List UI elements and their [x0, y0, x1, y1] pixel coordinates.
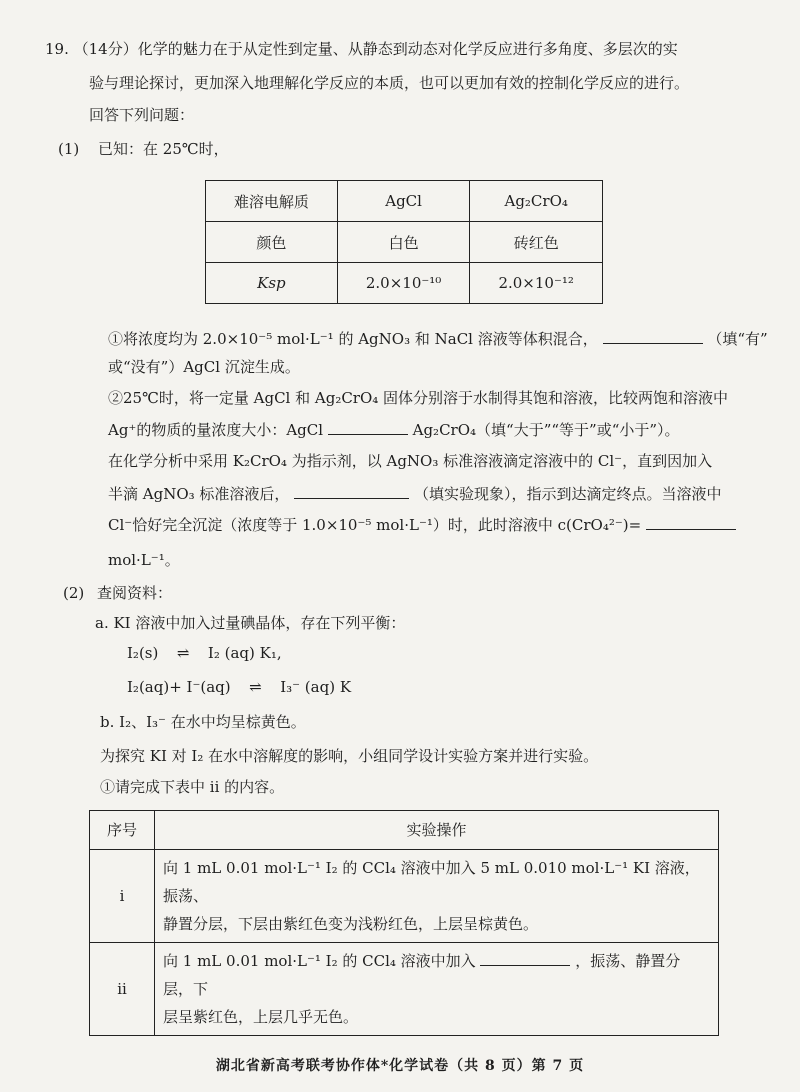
q2-text-b-post: Ag₂CrO₄（填“大于”“等于”或“小于”）。 — [412, 421, 680, 439]
answer-blank[interactable] — [328, 418, 408, 435]
part1-text: 已知：在 25℃时， — [98, 140, 229, 158]
equilibrium-2 — [127, 676, 351, 698]
question-intro-line-3: 回答下列问题： — [89, 106, 195, 124]
answer-blank[interactable] — [294, 482, 409, 499]
table-cell: 2.0×10⁻¹² — [470, 263, 603, 304]
row-i-line-2: 静置分层，下层由紫红色变为浅粉红色，上层呈棕黄色。 — [163, 915, 539, 933]
task-text: ①请完成下表中 ii 的内容。 — [100, 778, 285, 796]
table-cell: AgCl — [337, 181, 470, 222]
row-ii-line-2: 层呈紫红色，上层几乎无色。 — [163, 1008, 359, 1026]
row-ii-text-pre: 向 1 mL 0.01 mol·L⁻¹ I₂ 的 CCl₄ 溶液中加入 — [163, 952, 476, 970]
answer-blank[interactable] — [646, 513, 736, 530]
table-row — [90, 850, 719, 943]
question-intro-line-2: 验与理论探讨，更加深入地理解化学反应的本质，也可以更加有效的控制化学反应的进行。 — [89, 74, 690, 92]
equilibrium-1 — [127, 642, 282, 664]
q2-line-5 — [108, 513, 736, 536]
q1-text-b: （填“有” — [707, 330, 768, 348]
row-ii-text-post: ，振荡、静置分层，下 — [163, 952, 681, 998]
q1-line-1 — [108, 327, 768, 350]
experiment-table — [89, 810, 719, 1036]
part2-heading — [63, 582, 172, 604]
answer-blank[interactable] — [480, 949, 570, 966]
table-cell: i — [90, 850, 155, 943]
info-a: a. KI 溶液中加入过量碘晶体，存在下列平衡： — [95, 614, 406, 632]
table-row — [206, 263, 603, 304]
q2-line-2 — [108, 418, 680, 441]
q2-line-4 — [108, 482, 722, 505]
table-header-cell: 序号 — [90, 811, 155, 850]
equilibrium-2-right: I₃⁻ (aq) K — [280, 678, 352, 696]
q1-line-2: 或“没有”）AgCl 沉淀生成。 — [108, 358, 300, 376]
table-cell: ii — [90, 943, 155, 1036]
q2-text-e: Cl⁻恰好完全沉淀（浓度等于 1.0×10⁻⁵ mol·L⁻¹）时，此时溶液中 c(CrO₄²⁻)= — [108, 516, 642, 534]
table-cell: Ag₂CrO₄ — [470, 181, 603, 222]
table-header-cell: 实验操作 — [155, 811, 719, 850]
table-cell — [155, 850, 719, 943]
q2-text-b-pre: Ag⁺的物质的量浓度大小：AgCl — [108, 421, 324, 439]
part2-text: 查阅资料： — [97, 584, 173, 602]
row-i-line-1: 向 1 mL 0.01 mol·L⁻¹ I₂ 的 CCl₄ 溶液中加入 5 mL 0.010 mol·L⁻¹ KI 溶液，振荡、 — [163, 859, 700, 905]
q2-text-d-pre: 半滴 AgNO₃ 标准溶液后， — [108, 485, 290, 503]
table-row — [206, 222, 603, 263]
explore-text: 为探究 KI 对 I₂ 在水中溶解度的影响，小组同学设计实验方案并进行实验。 — [100, 747, 599, 765]
part2-label: (2) — [63, 584, 85, 602]
table-row — [90, 943, 719, 1036]
row-ii-line-1 — [163, 947, 710, 1003]
equilibrium-1-left: I₂(s) — [127, 644, 159, 662]
q2-line-6: mol·L⁻¹。 — [108, 551, 180, 569]
table-row — [90, 811, 719, 850]
table-cell: Ksp — [206, 263, 338, 304]
table-cell: 砖红色 — [470, 222, 603, 263]
table-cell: 白色 — [337, 222, 470, 263]
answer-blank[interactable] — [603, 327, 703, 344]
question-intro-line-1 — [45, 38, 678, 60]
equilibrium-1-right: I₂ (aq) K₁, — [207, 644, 282, 662]
table-cell: 难溶电解质 — [206, 181, 338, 222]
equilibrium-arrow-icon: ⇌ — [249, 678, 262, 696]
equilibrium-2-left: I₂(aq)+ I⁻(aq) — [127, 678, 231, 696]
part1-heading — [58, 138, 229, 160]
equilibrium-arrow-icon: ⇌ — [176, 644, 190, 662]
info-b: b. I₂、I₃⁻ 在水中均呈棕黄色。 — [100, 713, 306, 731]
table-row — [206, 181, 603, 222]
q2-line-3: 在化学分析中采用 K₂CrO₄ 为指示剂，以 AgNO₃ 标准溶液滴定溶液中的 Cl⁻，直到因加入 — [108, 452, 713, 470]
solubility-table — [205, 180, 603, 304]
table-cell — [155, 943, 719, 1036]
q2-line-1: ②25℃时，将一定量 AgCl 和 Ag₂CrO₄ 固体分别溶于水制得其饱和溶液，比较两饱和溶液中 — [108, 389, 729, 407]
question-intro-text-1: （14分）化学的魅力在于从定性到定量、从静态到动态对化学反应进行多角度、多层次的实 — [73, 40, 678, 58]
q2-text-d-post: （填实验现象），指示到达滴定终点。当溶液中 — [413, 485, 722, 503]
question-number: 19. — [45, 40, 69, 58]
q1-text-a: ①将浓度均为 2.0×10⁻⁵ mol·L⁻¹ 的 AgNO₃ 和 NaCl 溶液等体积混合， — [108, 330, 598, 348]
table-cell: 2.0×10⁻¹⁰ — [337, 263, 470, 304]
page-footer: 湖北省新高考联考协作体*化学试卷（共 8 页）第 7 页 — [215, 1058, 585, 1074]
table-cell: 颜色 — [206, 222, 338, 263]
part1-label: (1) — [58, 140, 80, 158]
